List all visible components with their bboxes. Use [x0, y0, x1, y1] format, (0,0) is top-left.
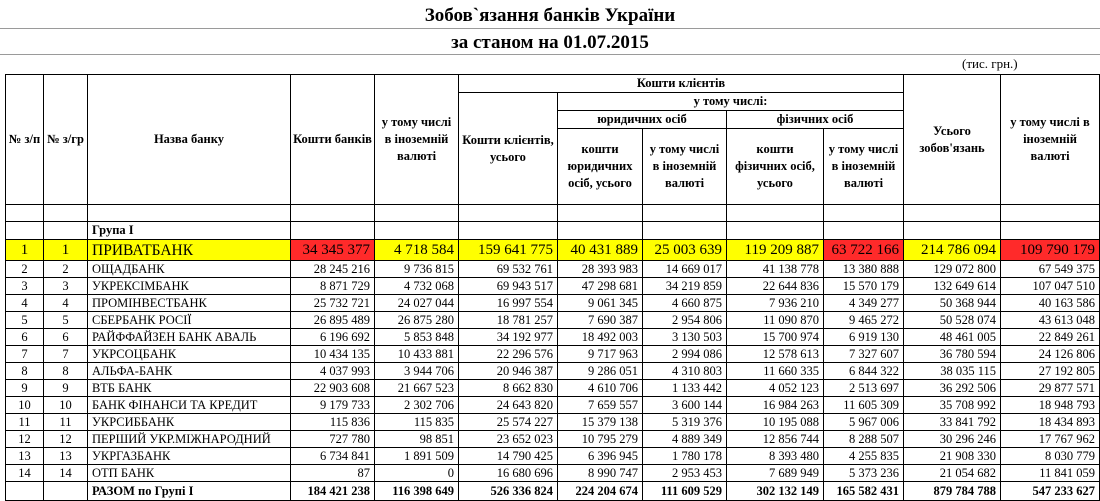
value-cell: 36 780 594: [904, 346, 1001, 363]
value-cell: 40 163 586: [1001, 295, 1100, 312]
row-number: 13: [6, 448, 44, 465]
value-cell: 22 903 608: [291, 380, 375, 397]
table-row: [6, 312, 1100, 329]
value-cell: 28 393 983: [558, 261, 643, 278]
group-number: 2: [44, 261, 88, 278]
header-including: у тому числі:: [558, 93, 904, 111]
total-value: 547 233 627: [1001, 482, 1100, 501]
value-cell: 0: [375, 465, 459, 482]
value-cell: 12 856 744: [727, 431, 824, 448]
value-cell: 6 734 841: [291, 448, 375, 465]
value-cell: 8 871 729: [291, 278, 375, 295]
value-cell: 115 836: [291, 414, 375, 431]
bank-name: ВТБ БАНК: [88, 380, 291, 397]
value-cell: 22 849 261: [1001, 329, 1100, 346]
value-cell: 21 908 330: [904, 448, 1001, 465]
value-cell: 28 245 216: [291, 261, 375, 278]
value-cell: 5 373 236: [824, 465, 904, 482]
value-cell: 6 844 322: [824, 363, 904, 380]
value-cell: 11 605 309: [824, 397, 904, 414]
table-row: [6, 414, 1100, 431]
group-number: 13: [44, 448, 88, 465]
value-cell: 33 841 792: [904, 414, 1001, 431]
value-cell: 14 669 017: [643, 261, 727, 278]
value-cell: 38 035 115: [904, 363, 1001, 380]
value-cell: 4 718 584: [375, 240, 459, 261]
value-cell: 43 613 048: [1001, 312, 1100, 329]
value-cell: 16 997 554: [459, 295, 558, 312]
value-cell: 18 492 003: [558, 329, 643, 346]
value-cell: 2 513 697: [824, 380, 904, 397]
table-row: [6, 380, 1100, 397]
value-cell: 20 946 387: [459, 363, 558, 380]
header-legal-fx: у тому числі в іноземній валюті: [643, 129, 727, 205]
header-legal-total: кошти юридичних осіб, усього: [558, 129, 643, 205]
value-cell: 10 434 135: [291, 346, 375, 363]
value-cell: 8 662 830: [459, 380, 558, 397]
value-cell: 24 027 044: [375, 295, 459, 312]
group-row: [6, 222, 1100, 240]
value-cell: 159 641 775: [459, 240, 558, 261]
group-number: 11: [44, 414, 88, 431]
bank-name: УКРСИББАНК: [88, 414, 291, 431]
value-cell: 36 292 506: [904, 380, 1001, 397]
header-total-liabilities: Усього зобов'язань: [904, 75, 1001, 205]
bank-name: УКРЕКСІМБАНК: [88, 278, 291, 295]
value-cell: 5 319 376: [643, 414, 727, 431]
table-body: [6, 205, 1100, 501]
value-cell: 4 255 835: [824, 448, 904, 465]
value-cell: 17 767 962: [1001, 431, 1100, 448]
value-cell: 63 722 166: [824, 240, 904, 261]
value-cell: 14 790 425: [459, 448, 558, 465]
bank-name: СБЕРБАНК РОСІЇ: [88, 312, 291, 329]
value-cell: 7 936 210: [727, 295, 824, 312]
value-cell: 3 944 706: [375, 363, 459, 380]
bank-name: БАНК ФІНАНСИ ТА КРЕДИТ: [88, 397, 291, 414]
value-cell: 8 288 507: [824, 431, 904, 448]
row-number: 7: [6, 346, 44, 363]
table-row: [6, 346, 1100, 363]
total-value: 879 784 788: [904, 482, 1001, 501]
total-value: 224 204 674: [558, 482, 643, 501]
value-cell: 9 061 345: [558, 295, 643, 312]
table-row: [6, 278, 1100, 295]
header-bank-funds: Кошти банків: [291, 75, 375, 205]
row-number: 2: [6, 261, 44, 278]
row-number: 10: [6, 397, 44, 414]
header-client-funds: Кошти клієнтів: [459, 75, 904, 93]
header-bank-funds-fx: у тому числі в іноземній валюті: [375, 75, 459, 205]
value-cell: 40 431 889: [558, 240, 643, 261]
total-value: 111 609 529: [643, 482, 727, 501]
header-legal-entities: юридичних осіб: [558, 111, 727, 129]
value-cell: 11 090 870: [727, 312, 824, 329]
row-number: 3: [6, 278, 44, 295]
value-cell: 107 047 510: [1001, 278, 1100, 295]
value-cell: 30 296 246: [904, 431, 1001, 448]
value-cell: 2 302 706: [375, 397, 459, 414]
value-cell: 15 570 179: [824, 278, 904, 295]
group-number: 4: [44, 295, 88, 312]
table-row: [6, 295, 1100, 312]
value-cell: 2 994 086: [643, 346, 727, 363]
value-cell: 18 948 793: [1001, 397, 1100, 414]
value-cell: 27 192 805: [1001, 363, 1100, 380]
value-cell: 7 690 387: [558, 312, 643, 329]
value-cell: 8 393 480: [727, 448, 824, 465]
value-cell: 69 532 761: [459, 261, 558, 278]
group-number: 12: [44, 431, 88, 448]
value-cell: 214 786 094: [904, 240, 1001, 261]
value-cell: 34 345 377: [291, 240, 375, 261]
value-cell: 109 790 179: [1001, 240, 1100, 261]
group-label: Група І: [88, 222, 291, 240]
value-cell: 1 780 178: [643, 448, 727, 465]
value-cell: 41 138 778: [727, 261, 824, 278]
value-cell: 129 072 800: [904, 261, 1001, 278]
bank-name: ОЩАДБАНК: [88, 261, 291, 278]
value-cell: 4 889 349: [643, 431, 727, 448]
value-cell: 11 660 335: [727, 363, 824, 380]
header-ngr: № з/гр: [44, 75, 88, 205]
value-cell: 4 732 068: [375, 278, 459, 295]
bank-name: ПРИВАТБАНК: [88, 240, 291, 261]
value-cell: 4 610 706: [558, 380, 643, 397]
group-number: 1: [44, 240, 88, 261]
header-client-total: Кошти клієнтів, усього: [459, 93, 558, 205]
value-cell: 69 943 517: [459, 278, 558, 295]
report-date: за станом на 01.07.2015: [451, 32, 649, 53]
liabilities-table: [5, 74, 1100, 501]
value-cell: 10 795 279: [558, 431, 643, 448]
value-cell: 6 396 945: [558, 448, 643, 465]
value-cell: 18 781 257: [459, 312, 558, 329]
row-number: 14: [6, 465, 44, 482]
grid-line: [0, 54, 1100, 55]
header-individuals: фізичних осіб: [727, 111, 904, 129]
value-cell: 1 891 509: [375, 448, 459, 465]
value-cell: 16 680 696: [459, 465, 558, 482]
table-row: [6, 448, 1100, 465]
value-cell: 47 298 681: [558, 278, 643, 295]
bank-name: РАЙФФАЙЗЕН БАНК АВАЛЬ: [88, 329, 291, 346]
group-number: 3: [44, 278, 88, 295]
value-cell: 4 052 123: [727, 380, 824, 397]
header-np: № з/п: [6, 75, 44, 205]
header-individual-fx: у тому числі в іноземній валюті: [824, 129, 904, 205]
value-cell: 9 286 051: [558, 363, 643, 380]
value-cell: 15 379 138: [558, 414, 643, 431]
value-cell: 26 875 280: [375, 312, 459, 329]
value-cell: 1 133 442: [643, 380, 727, 397]
total-label: РАЗОМ по Групі І: [88, 482, 291, 501]
value-cell: 25 003 639: [643, 240, 727, 261]
total-row: [6, 482, 1100, 501]
value-cell: 5 853 848: [375, 329, 459, 346]
total-value: 165 582 431: [824, 482, 904, 501]
value-cell: 727 780: [291, 431, 375, 448]
value-cell: 16 984 263: [727, 397, 824, 414]
bank-name: ПЕРШИЙ УКР.МІЖНАРОДНИЙ: [88, 431, 291, 448]
group-number: 8: [44, 363, 88, 380]
value-cell: 9 717 963: [558, 346, 643, 363]
value-cell: 25 732 721: [291, 295, 375, 312]
value-cell: 23 652 023: [459, 431, 558, 448]
total-value: 184 421 238: [291, 482, 375, 501]
value-cell: 29 877 571: [1001, 380, 1100, 397]
total-value: 526 336 824: [459, 482, 558, 501]
value-cell: 34 219 859: [643, 278, 727, 295]
value-cell: 18 434 893: [1001, 414, 1100, 431]
row-number: 6: [6, 329, 44, 346]
value-cell: 50 368 944: [904, 295, 1001, 312]
value-cell: 10 433 881: [375, 346, 459, 363]
table-row: [6, 261, 1100, 278]
value-cell: 3 600 144: [643, 397, 727, 414]
value-cell: 3 130 503: [643, 329, 727, 346]
table-row: [6, 363, 1100, 380]
value-cell: 13 380 888: [824, 261, 904, 278]
value-cell: 5 967 006: [824, 414, 904, 431]
report-title: Зобов`язання банків України: [424, 5, 676, 26]
bank-name: ОТП БАНК: [88, 465, 291, 482]
spacer-row: [6, 205, 1100, 222]
value-cell: 21 054 682: [904, 465, 1001, 482]
table-row: [6, 465, 1100, 482]
value-cell: 119 209 887: [727, 240, 824, 261]
value-cell: 50 528 074: [904, 312, 1001, 329]
table-row: [6, 397, 1100, 414]
value-cell: 2 954 806: [643, 312, 727, 329]
group-number: 14: [44, 465, 88, 482]
value-cell: 24 643 820: [459, 397, 558, 414]
group-number: 9: [44, 380, 88, 397]
row-number: 5: [6, 312, 44, 329]
value-cell: 4 037 993: [291, 363, 375, 380]
value-cell: 7 689 949: [727, 465, 824, 482]
value-cell: 12 578 613: [727, 346, 824, 363]
value-cell: 4 660 875: [643, 295, 727, 312]
value-cell: 7 327 607: [824, 346, 904, 363]
value-cell: 34 192 977: [459, 329, 558, 346]
value-cell: 48 461 005: [904, 329, 1001, 346]
value-cell: 9 465 272: [824, 312, 904, 329]
value-cell: 22 644 836: [727, 278, 824, 295]
bank-name: ПРОМІНВЕСТБАНК: [88, 295, 291, 312]
header-individual-total: кошти фізичних осіб, усього: [727, 129, 824, 205]
table-row-highlighted: [6, 240, 1100, 261]
row-number: 11: [6, 414, 44, 431]
group-number: 7: [44, 346, 88, 363]
bank-name: АЛЬФА-БАНК: [88, 363, 291, 380]
value-cell: 35 708 992: [904, 397, 1001, 414]
value-cell: 22 296 576: [459, 346, 558, 363]
empty-cell: [44, 482, 88, 501]
total-value: 302 132 149: [727, 482, 824, 501]
value-cell: 7 659 557: [558, 397, 643, 414]
group-number: 10: [44, 397, 88, 414]
row-number: 1: [6, 240, 44, 261]
value-cell: 2 953 453: [643, 465, 727, 482]
row-number: 4: [6, 295, 44, 312]
value-cell: 67 549 375: [1001, 261, 1100, 278]
value-cell: 8 990 747: [558, 465, 643, 482]
row-number: 8: [6, 363, 44, 380]
value-cell: 6 919 130: [824, 329, 904, 346]
bank-name: УКРГАЗБАНК: [88, 448, 291, 465]
value-cell: 87: [291, 465, 375, 482]
header-total-liabilities-fx: у тому числі в іноземній валюті: [1001, 75, 1100, 205]
value-cell: 6 196 692: [291, 329, 375, 346]
row-number: 12: [6, 431, 44, 448]
value-cell: 4 349 277: [824, 295, 904, 312]
value-cell: 8 030 779: [1001, 448, 1100, 465]
total-value: 116 398 649: [375, 482, 459, 501]
value-cell: 15 700 974: [727, 329, 824, 346]
bank-name: УКРСОЦБАНК: [88, 346, 291, 363]
value-cell: 26 895 489: [291, 312, 375, 329]
value-cell: 21 667 523: [375, 380, 459, 397]
value-cell: 25 574 227: [459, 414, 558, 431]
header-bank-name: Назва банку: [88, 75, 291, 205]
value-cell: 10 195 088: [727, 414, 824, 431]
table-row: [6, 329, 1100, 346]
value-cell: 9 179 733: [291, 397, 375, 414]
value-cell: 98 851: [375, 431, 459, 448]
value-cell: 11 841 059: [1001, 465, 1100, 482]
units-label: (тис. грн.): [962, 56, 1018, 71]
group-number: 6: [44, 329, 88, 346]
table-row: [6, 431, 1100, 448]
group-number: 5: [44, 312, 88, 329]
value-cell: 24 126 806: [1001, 346, 1100, 363]
value-cell: 9 736 815: [375, 261, 459, 278]
row-number: 9: [6, 380, 44, 397]
empty-cell: [6, 482, 44, 501]
value-cell: 115 835: [375, 414, 459, 431]
value-cell: 132 649 614: [904, 278, 1001, 295]
value-cell: 4 310 803: [643, 363, 727, 380]
grid-line: [0, 28, 1100, 29]
